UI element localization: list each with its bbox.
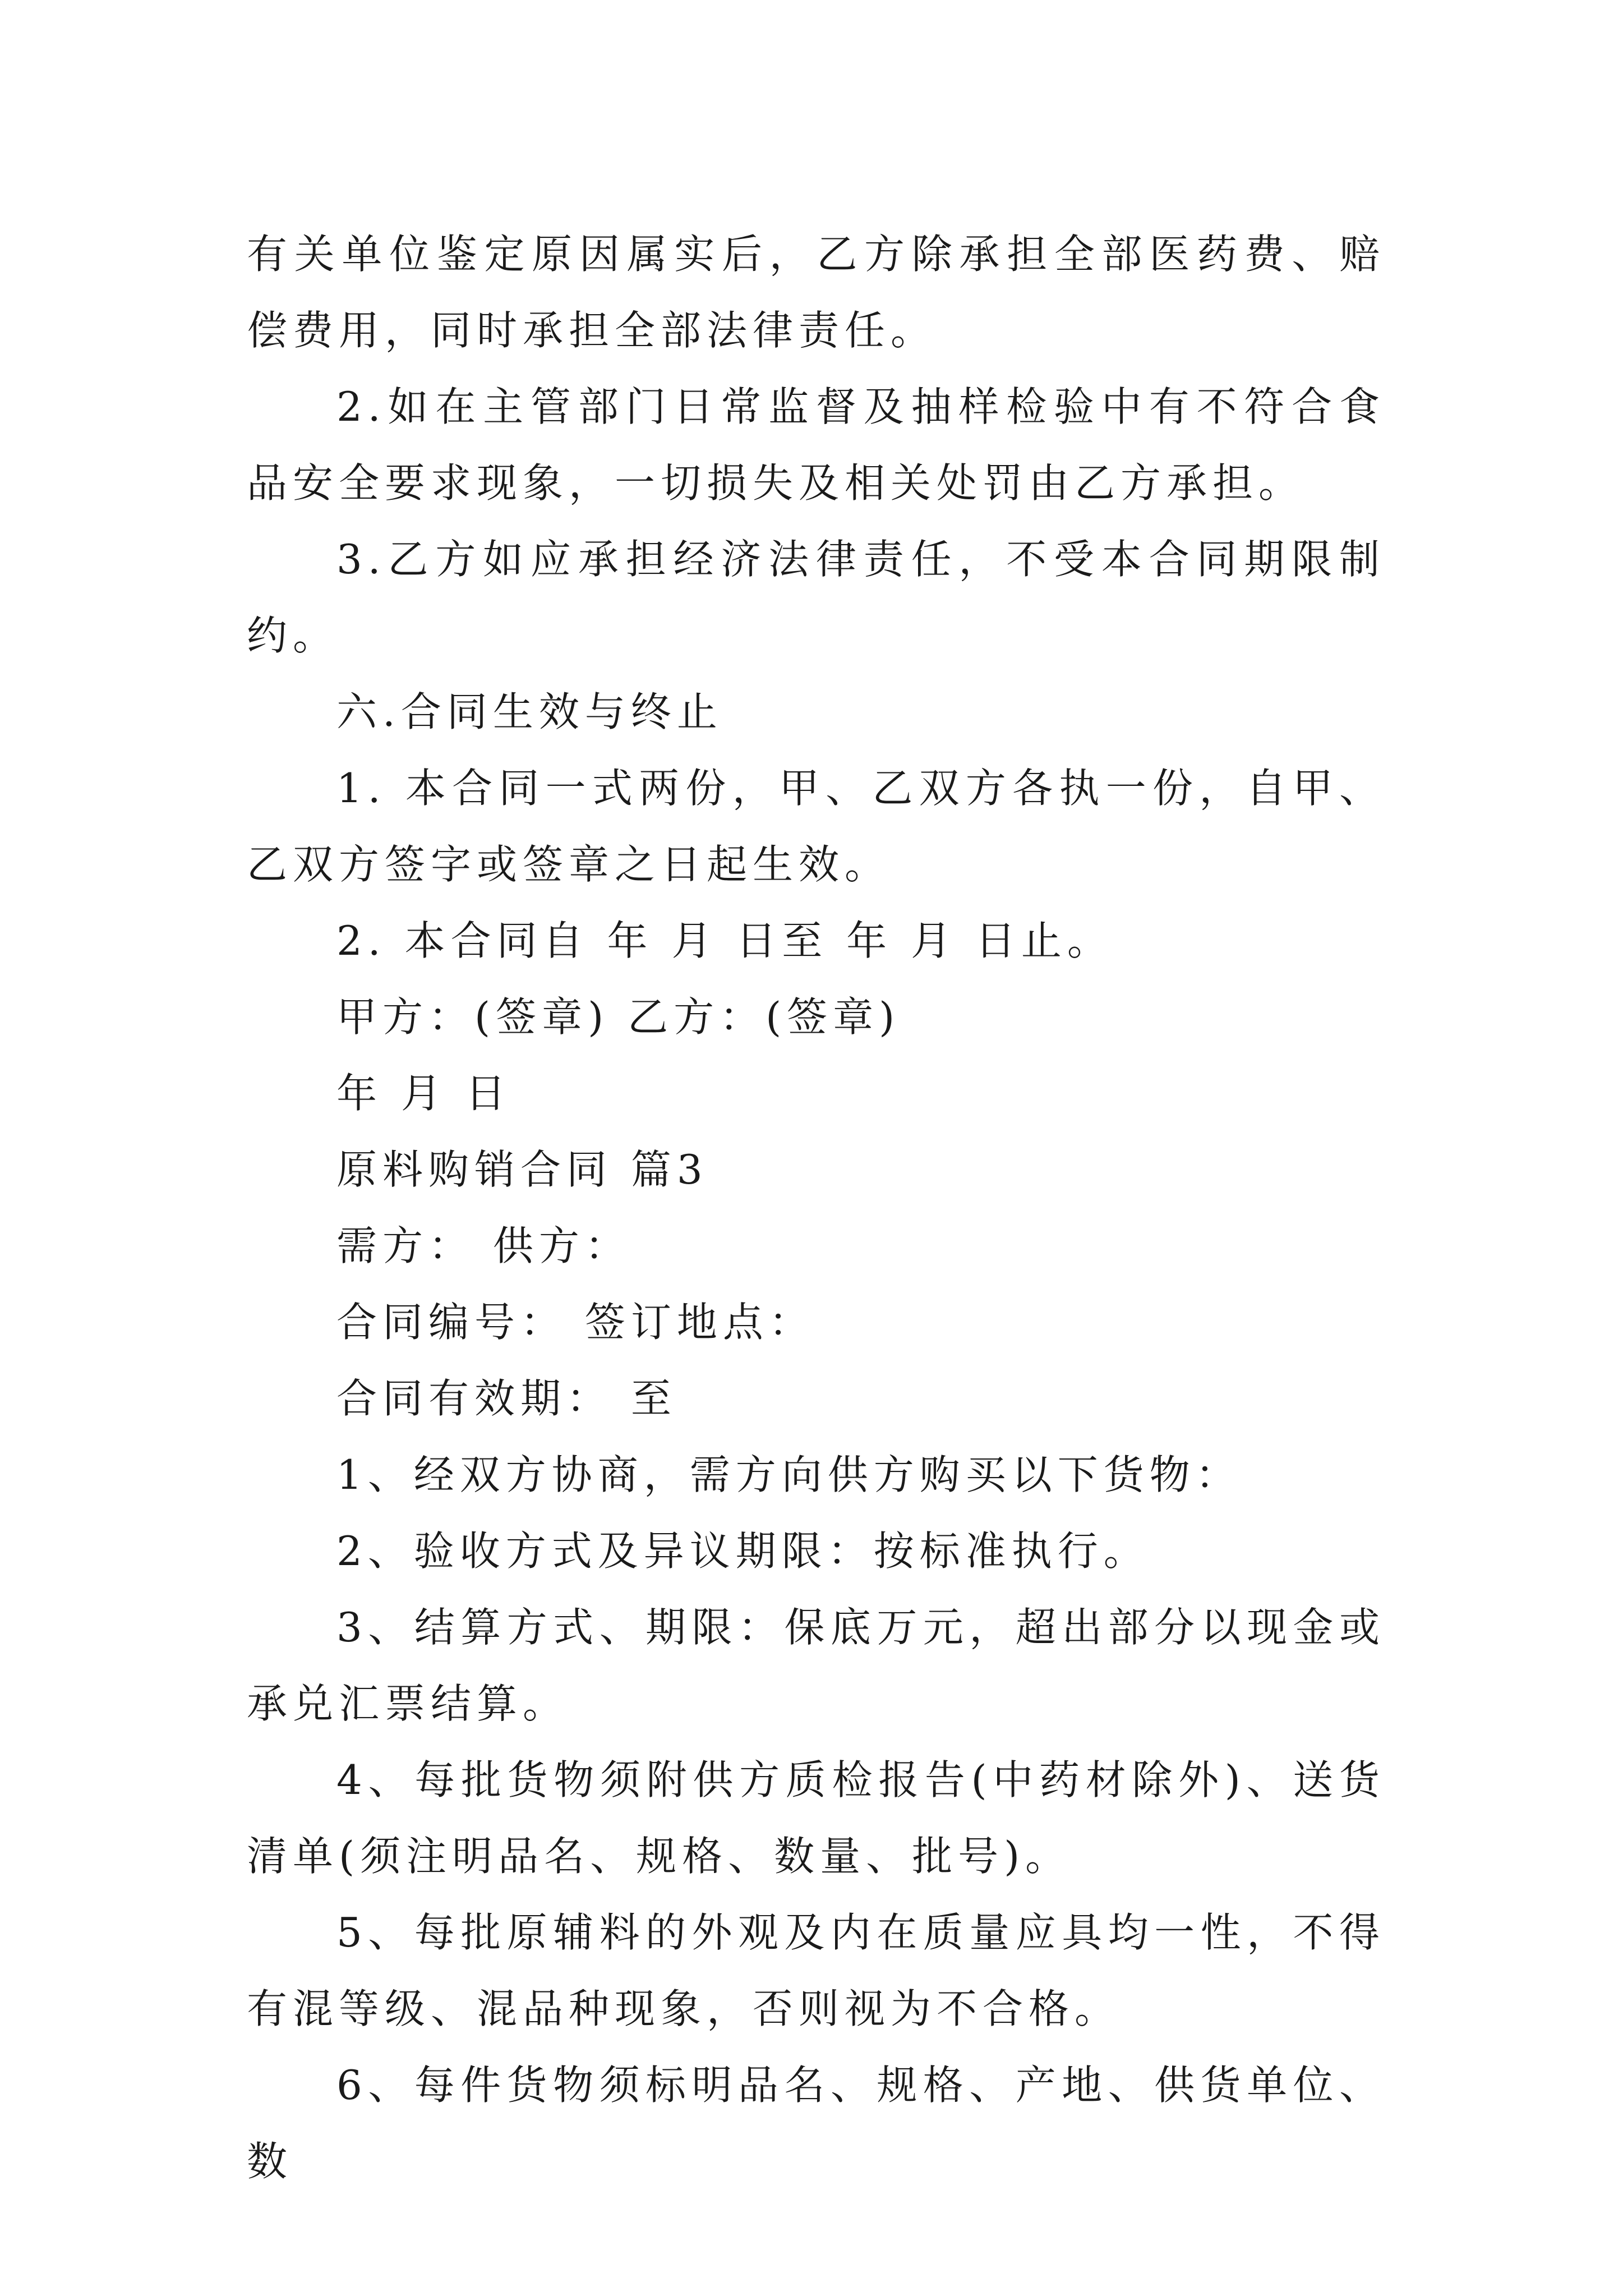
paragraph-1: 有关单位鉴定原因属实后，乙方除承担全部医药费、赔偿费用，同时承担全部法律责任。 xyxy=(247,231,1385,354)
contract-title: 原料购销合同 篇3 xyxy=(336,1146,708,1193)
contract-number-line: 合同编号： 签订地点： xyxy=(336,1299,815,1346)
section-heading-6: 六.合同生效与终止 xyxy=(336,688,723,735)
paragraph-5: 1. 本合同一式两份，甲、乙双方各执一份，自甲、乙双方签字或签章之日起生效。 xyxy=(247,765,1385,888)
paragraph-6: 2. 本合同自 年 月 日至 年 月 日止。 xyxy=(336,917,1113,964)
clause-1: 1、经双方协商，需方向供方购买以下货物： xyxy=(336,1451,1242,1498)
paragraph-3: 3.乙方如应承担经济法律责任，不受本合同期限制约。 xyxy=(247,536,1385,659)
clause-2: 2、验收方式及异议期限：按标准执行。 xyxy=(336,1527,1150,1575)
clause-5: 5、每批原辅料的外观及内在质量应具均一性，不得有混等级、混品种现象，否则视为不合格。 xyxy=(247,1909,1385,2032)
signature-line: 甲方：(签章) 乙方：(签章) xyxy=(336,993,901,1041)
date-line: 年 月 日 xyxy=(336,1070,511,1117)
paragraph-2: 2.如在主管部门日常监督及抽样检验中有不符合食品安全要求现象，一切损失及相关处罚由乙方承担。 xyxy=(247,383,1385,507)
parties-line: 需方： 供方： xyxy=(336,1222,631,1269)
clause-6: 6、每件货物须标明品名、规格、产地、供货单位、数 xyxy=(247,2062,1385,2185)
document-body xyxy=(247,216,1385,2200)
clause-3: 3、结算方式、期限：保底万元，超出部分以现金或承兑汇票结算。 xyxy=(247,1604,1385,1727)
validity-line: 合同有效期： 至 xyxy=(336,1375,677,1422)
clause-4: 4、每批货物须附供方质检报告(中药材除外)、送货清单(须注明品名、规格、数量、批号)。 xyxy=(247,1756,1385,1880)
